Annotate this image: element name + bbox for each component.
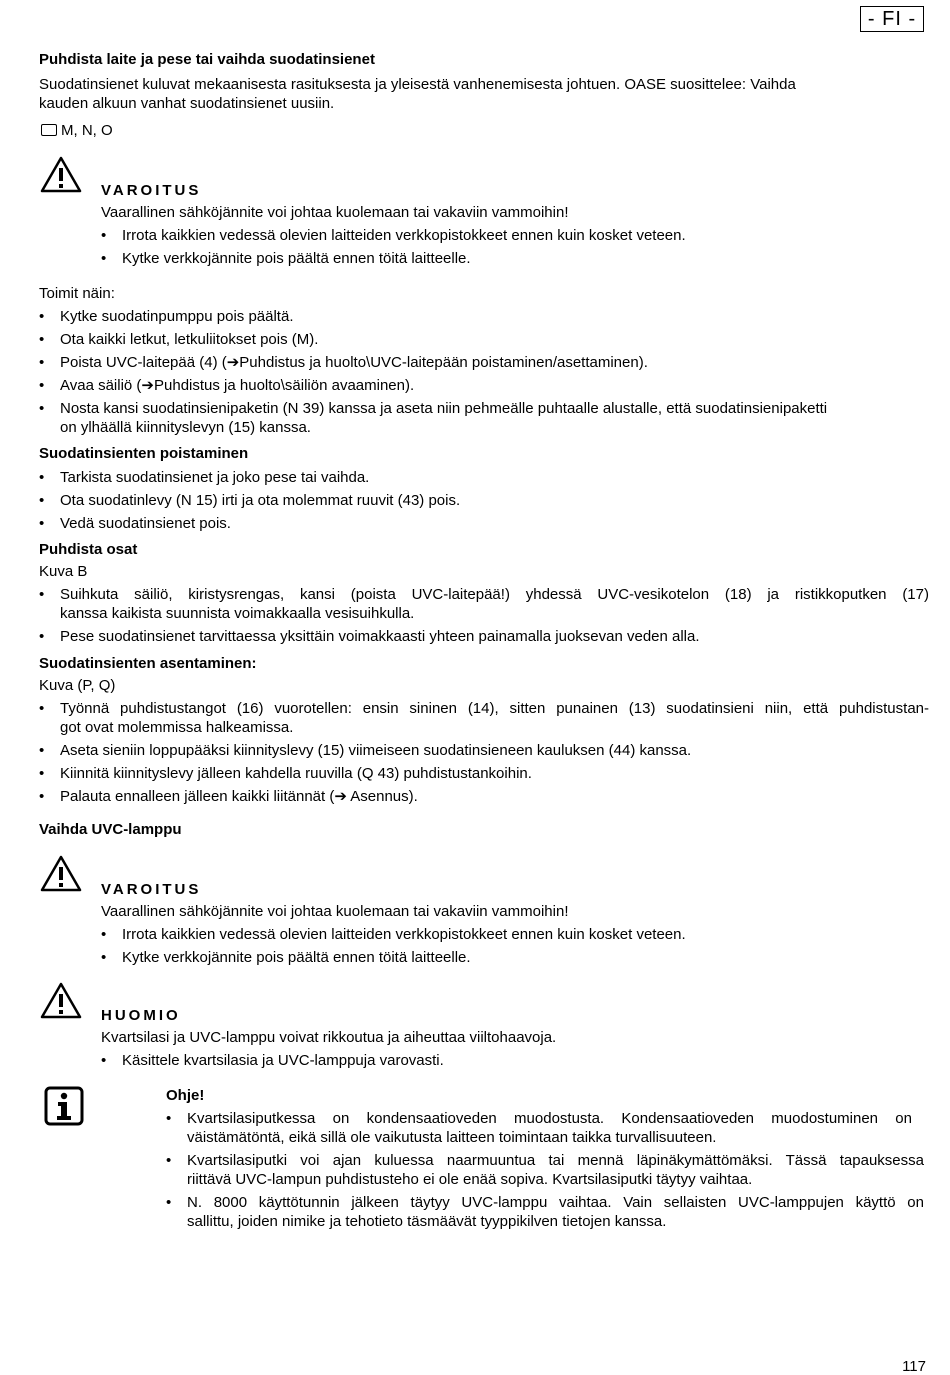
figure-reference-text: M, N, O — [61, 122, 113, 139]
list-item-continuation: on ylhäällä kiinnityslevyn (15) kanssa. — [60, 419, 311, 436]
note-title: Ohje! — [166, 1087, 205, 1104]
section-title-replace-uvc: Vaihda UVC-lamppu — [39, 821, 182, 838]
section-title-clean-device: Puhdista laite ja pese tai vaihda suodatinsienet — [39, 51, 375, 68]
warning-triangle-icon — [40, 854, 82, 892]
section-title-install-sponges: Suodatinsienten asentaminen: — [39, 655, 257, 672]
warning-triangle-icon — [40, 155, 82, 193]
warning-text: Vaarallinen sähköjännite voi johtaa kuolemaan tai vakaviin vammoihin! — [101, 204, 569, 221]
steps-intro: Toimit näin: — [39, 285, 115, 302]
caution-title: HUOMIO — [101, 1007, 181, 1024]
paragraph-line: kauden alkuun vanhat suodatinsienet uusiin. — [39, 95, 335, 112]
warning-text: Vaarallinen sähköjännite voi johtaa kuolemaan tai vakaviin vammoihin! — [101, 903, 569, 920]
note-continuation: sallittu, joiden nimike ja tehotieto täsmäävät tyyppikilven tietojen kanssa. — [187, 1213, 667, 1230]
figure-box-icon — [41, 124, 57, 136]
warning-title: VAROITUS — [101, 881, 202, 898]
figure-reference — [39, 121, 113, 140]
caution-text: Kvartsilasi ja UVC-lamppu voivat rikkoutua ja aiheuttaa viiltohaavoja. — [101, 1029, 557, 1046]
figure-label: Kuva B — [39, 563, 88, 580]
language-tab: - FI - — [860, 6, 924, 32]
figure-label: Kuva (P, Q) — [39, 677, 116, 694]
list-item-continuation: got ovat molemmissa halkeamissa. — [60, 719, 294, 736]
caution-triangle-icon — [40, 981, 82, 1019]
section-title-clean-parts: Puhdista osat — [39, 541, 138, 558]
note-continuation: väistämätöntä, eikä sillä ole vaikutusta laitteen toimintaan taikka turvallisuuteen. — [187, 1129, 717, 1146]
page-number: 117 — [902, 1358, 926, 1375]
paragraph-line: Suodatinsienet kuluvat mekaanisesta rasituksesta ja yleisestä vanhenemisesta johtuen. OASE suosittelee: Vaihda — [39, 76, 796, 93]
list-item-continuation: kanssa kaikista suunnista voimakkaalla vesisuihkulla. — [60, 605, 415, 622]
section-title-remove-sponges: Suodatinsienten poistaminen — [39, 445, 249, 462]
warning-title: VAROITUS — [101, 182, 202, 199]
note-continuation: riittävä UVC-lampun puhdistusteho ei ole enää sopiva. Kvartsilasiputki täytyy vaihtaa. — [187, 1171, 753, 1188]
info-icon — [44, 1086, 84, 1126]
